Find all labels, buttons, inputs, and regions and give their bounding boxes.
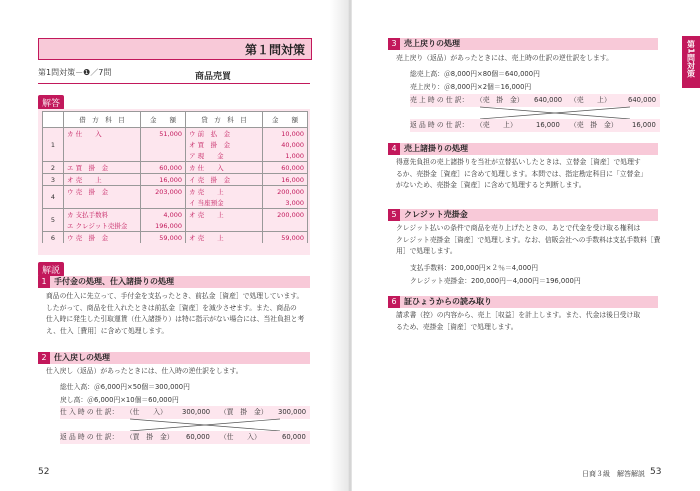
page-number-right: 53 [650, 467, 662, 477]
j-label: 返 品 時 の 仕 訳： [410, 121, 469, 129]
header-no [43, 112, 64, 128]
section-5-line-1: クレジット払いの条件で商品を売り上げたときの、あとで代金を受け取る権利は [396, 224, 641, 232]
section-2-title: 仕入戻しの処理 [54, 353, 110, 362]
page-number-left: 52 [38, 467, 50, 477]
j-debit: （売 上） [476, 121, 517, 129]
debit-account: カ 仕 入 [64, 128, 141, 140]
table-row [43, 128, 308, 140]
j-label: 仕 入 時 の 仕 訳： [60, 408, 119, 416]
debit-amount: 60,000 [141, 162, 186, 174]
credit-account: ウ 前 払 金 [186, 128, 263, 140]
credit-amount: 40,000 [263, 139, 308, 150]
swap-arrows-2 [120, 418, 290, 432]
question-title: 商品売買 [195, 72, 232, 82]
kaitou-tag: 解答 [38, 95, 64, 110]
j-debit: （売 掛 金） [476, 96, 524, 104]
section-1-line-1: 商品の仕入に先立って、手付金を支払ったとき、前払金［資産］で処理しています。 [46, 292, 304, 300]
section-2-calc-1: 総仕入高：＠6,000円×50個＝300,000円 [60, 383, 190, 391]
credit-account: カ 仕 入 [186, 162, 263, 174]
section-4-number: 4 [388, 143, 400, 155]
section-5-line-3: 用］で処理します。 [396, 247, 457, 255]
debit-amount [141, 197, 186, 209]
credit-account [186, 220, 263, 232]
debit-account: エ クレジット売掛金 [64, 220, 141, 232]
credit-amount: 200,000 [263, 186, 308, 198]
j-credit: （仕 入） [220, 433, 261, 441]
debit-amount [141, 139, 186, 150]
j-label: 返 品 時 の 仕 訳： [60, 433, 119, 441]
credit-amount: 59,000 [263, 232, 308, 244]
section-1-header [38, 276, 310, 288]
j-credit: （売 上） [570, 96, 611, 104]
j-debit-amount: 16,000 [536, 121, 560, 129]
left-page [0, 0, 348, 491]
header-debit-amount: 金 額 [141, 112, 186, 128]
credit-account: オ 買 掛 金 [186, 139, 263, 150]
debit-account: ウ 売 掛 金 [64, 232, 141, 244]
right-page [352, 0, 700, 491]
credit-amount: 1,000 [263, 150, 308, 162]
table-row [43, 186, 308, 198]
header-credit-amount: 金 額 [263, 112, 308, 128]
credit-account: オ 売 上 [186, 232, 263, 244]
section-5-line-2: クレジット売掛金［資産］で処理します。なお、信販会社への手数料は支払手数料［費 [396, 235, 661, 244]
section-2-text: 仕入戻し（返品）があったときには、仕入時の逆仕訳をします。 [46, 367, 243, 375]
debit-amount: 196,000 [141, 220, 186, 232]
j-debit-amount: 300,000 [182, 408, 211, 416]
chapter-title-bar [38, 38, 312, 60]
debit-amount: 203,000 [141, 186, 186, 198]
credit-account: イ 当座預金 [186, 197, 263, 209]
section-2-number: 2 [38, 352, 50, 364]
section-5-number: 5 [388, 209, 400, 221]
section-3-number: 3 [388, 38, 400, 50]
entry-number: 2 [43, 162, 64, 174]
credit-account: オ 売 上 [186, 209, 263, 221]
credit-amount: 200,000 [263, 209, 308, 221]
credit-amount [263, 220, 308, 232]
debit-amount: 59,000 [141, 232, 186, 244]
table-row [43, 220, 308, 232]
section-3-header [388, 38, 658, 50]
section-1-line-4: え、仕入［費用］に含めて処理します。 [46, 326, 169, 335]
section-1-text [46, 291, 312, 337]
j-debit-amount: 640,000 [534, 96, 563, 104]
section-5-header [388, 209, 658, 221]
section-1-line-3: 仕入時に発生した引取運賃（仕入諸掛り）は特に指示がない場合には、当社負担と考 [46, 315, 305, 323]
section-6-line-1: 請求書（控）の内容から、売上［収益］を計上します。また、代金は後日受け取 [396, 311, 641, 319]
table-row [43, 174, 308, 186]
section-5-calc-2: クレジット売掛金：200,000円－4,000円＝196,000円 [410, 277, 581, 285]
table-row [43, 162, 308, 174]
credit-amount: 60,000 [263, 162, 308, 174]
credit-amount: 16,000 [263, 174, 308, 186]
credit-amount: 10,000 [263, 128, 308, 140]
footer-text: 日商３級 解答解説 [582, 470, 645, 478]
section-1-line-2: したがって、商品を仕入れたときは前払金［資産］を減少させます。また、商品の [46, 303, 297, 312]
section-2-header [38, 352, 310, 364]
journal-table [42, 111, 308, 243]
debit-account [64, 139, 141, 150]
section-2-journal-2 [60, 431, 310, 444]
j-debit: （仕 入） [126, 408, 167, 416]
swap-arrows-3 [470, 106, 640, 120]
section-6-header [388, 296, 658, 308]
section-4-header [388, 143, 658, 155]
j-credit: （買 掛 金） [220, 408, 268, 416]
side-tab-label: 第1問対策 [686, 40, 696, 78]
side-tab [682, 36, 700, 88]
debit-account [64, 150, 141, 162]
section-6-line-2: るため、売掛金［資産］で処理します。 [396, 322, 518, 331]
section-3-title: 売上戻りの処理 [404, 39, 460, 48]
chapter-title: 第１問対策 [244, 43, 305, 57]
debit-amount: 16,000 [141, 174, 186, 186]
debit-amount: 4,000 [141, 209, 186, 221]
section-3-journal-2 [410, 119, 660, 132]
credit-account: イ 売 掛 金 [186, 174, 263, 186]
section-1-title: 手付金の処理、仕入諸掛りの処理 [54, 277, 174, 286]
credit-amount: 3,000 [263, 197, 308, 209]
debit-account: エ 買 掛 金 [64, 162, 141, 174]
debit-account [64, 197, 141, 209]
section-3-text: 売上戻り（返品）があったときには、売上時の仕訳の逆仕訳をします。 [396, 54, 613, 62]
section-2-calc-2: 戻し高：＠6,000円×10個＝60,000円 [60, 396, 179, 404]
section-4-text [396, 157, 668, 192]
section-5-text [396, 223, 668, 258]
debit-account: ウ 売 掛 金 [64, 186, 141, 198]
section-6-title: 証ひょうからの読み取り [404, 297, 492, 306]
section-6-number: 6 [388, 296, 400, 308]
section-4-line-3: がないため、売掛金［資産］に含めて処理すると判断します。 [396, 181, 586, 189]
j-credit-amount: 16,000 [632, 121, 656, 129]
debit-account: カ 支払手数料 [64, 209, 141, 221]
table-row [43, 232, 308, 244]
question-header [38, 67, 310, 84]
section-6-text [396, 310, 668, 333]
credit-account: カ 売 上 [186, 186, 263, 198]
question-label: 第1問対策－❶／7問 [38, 68, 112, 77]
j-credit-amount: 300,000 [278, 408, 307, 416]
j-credit-amount: 60,000 [282, 433, 306, 441]
entry-number: 3 [43, 174, 64, 186]
debit-amount [141, 150, 186, 162]
table-row [43, 197, 308, 209]
entry-number: 1 [43, 128, 64, 162]
section-4-line-1: 得意先負担の売上諸掛りを当社が立替払いしたときは、立替金［資産］で処理す [396, 158, 641, 166]
debit-amount: 51,000 [141, 128, 186, 140]
section-5-title: クレジット売掛金 [404, 210, 468, 219]
header-credit: 貸 方 科 目 [186, 112, 263, 128]
section-1-number: 1 [38, 276, 50, 288]
section-4-line-2: るか、売掛金［資産］に含めて処理します。本問では、指定勘定科目に「立替金」 [396, 169, 647, 178]
header-debit: 借 方 科 目 [64, 112, 141, 128]
section-4-title: 売上諸掛りの処理 [404, 144, 468, 153]
section-3-calc-1: 総売上高：＠8,000円×80個＝640,000円 [410, 70, 540, 78]
entry-number: 6 [43, 232, 64, 244]
credit-account: ア 現 金 [186, 150, 263, 162]
section-5-calc-1: 支払手数料：200,000円×２％＝4,000円 [410, 264, 539, 272]
j-credit-amount: 640,000 [628, 96, 657, 104]
debit-account: オ 売 上 [64, 174, 141, 186]
table-row [43, 209, 308, 221]
section-3-calc-2: 売上戻り：＠8,000円×2個＝16,000円 [410, 83, 532, 91]
kaisetsu-tag: 解説 [38, 262, 64, 277]
j-debit-amount: 60,000 [186, 433, 210, 441]
j-credit: （売 掛 金） [570, 121, 618, 129]
entry-number: 4 [43, 186, 64, 209]
j-debit: （買 掛 金） [126, 433, 174, 441]
entry-number: 5 [43, 209, 64, 232]
j-label: 売 上 時 の 仕 訳： [410, 96, 469, 104]
table-row [43, 139, 308, 150]
table-row [43, 150, 308, 162]
